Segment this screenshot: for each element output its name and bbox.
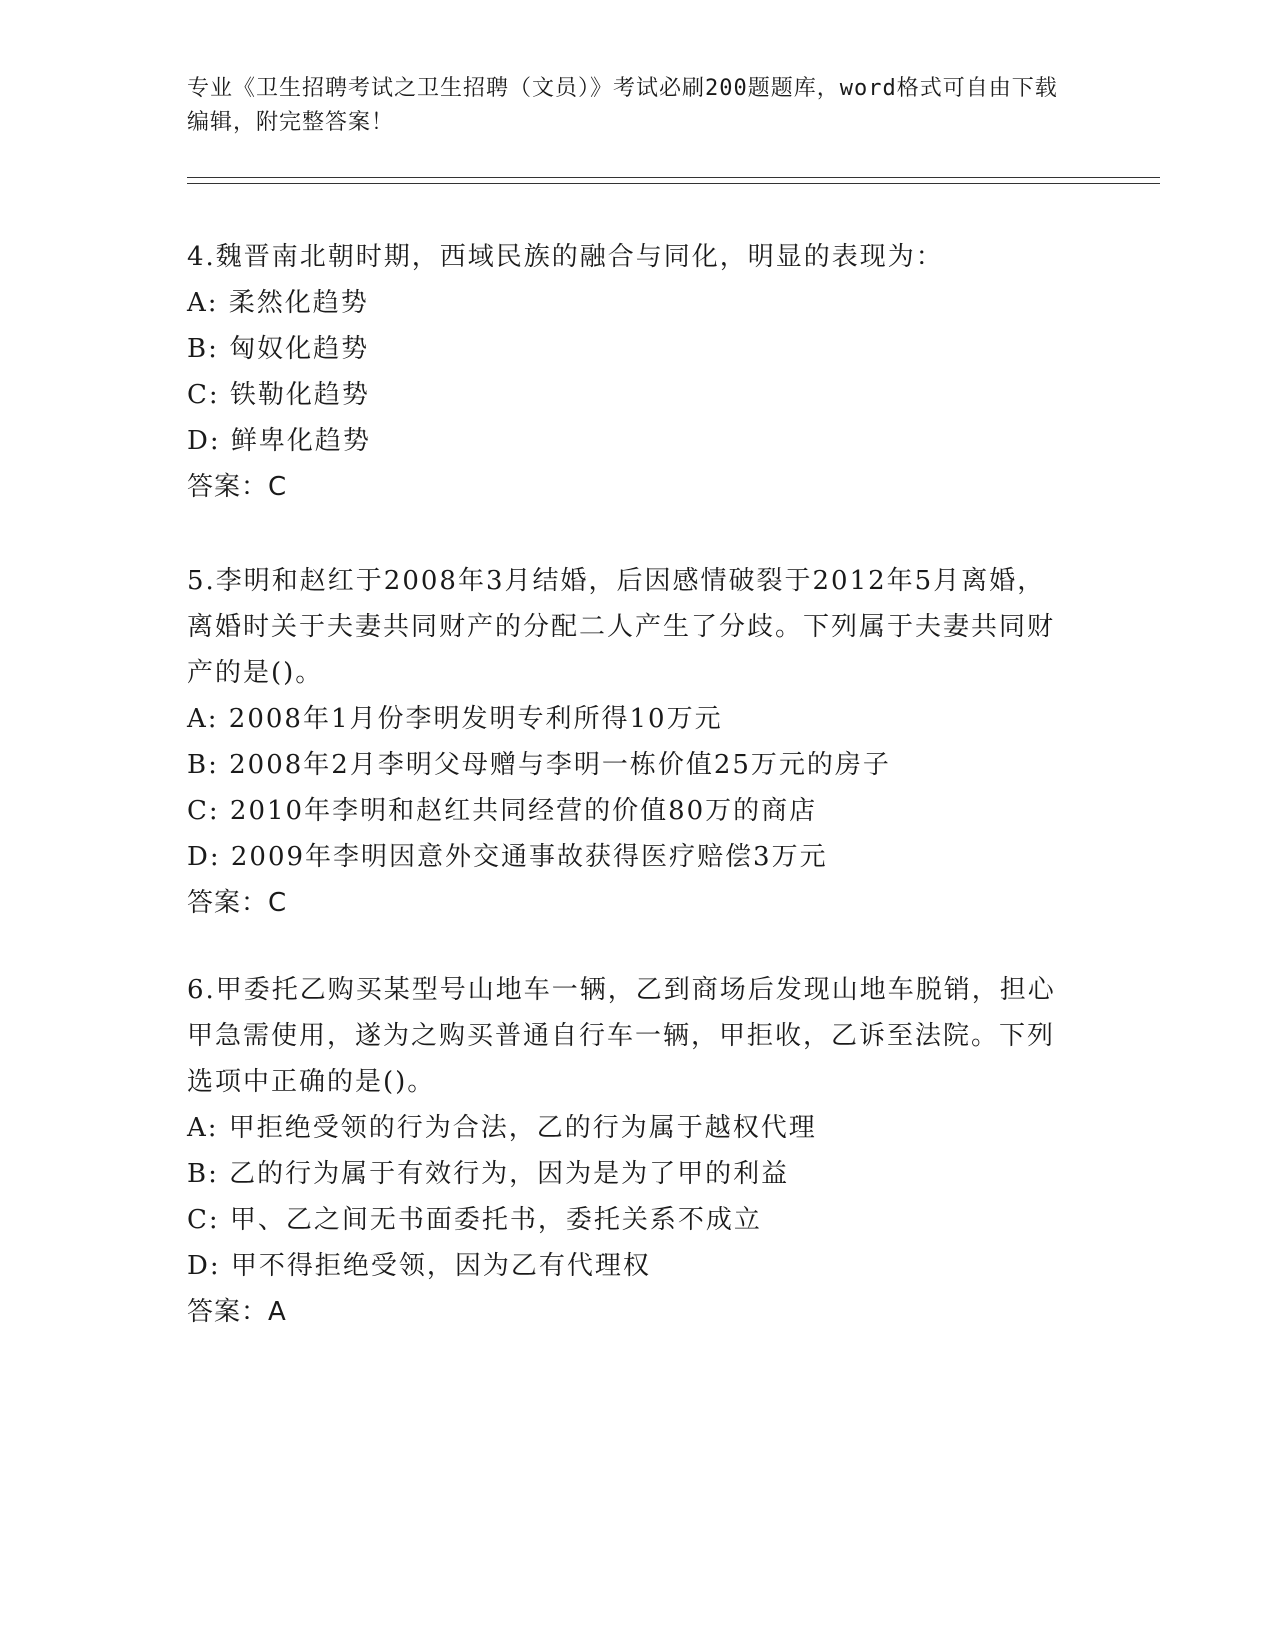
header-text: 专业《卫生招聘考试之卫生招聘（文员）》考试必刷200题题库，word格式可自由下载编辑，附完整答案！ — [187, 76, 1058, 135]
header-divider-bottom — [187, 183, 1160, 184]
question-6 — [187, 967, 1067, 1335]
answer-line: 答案：C — [187, 888, 288, 918]
option-a: A: 柔然化趋势 — [187, 288, 369, 318]
question-stem: 5.李明和赵红于2008年3月结婚，后因感情破裂于2012年5月离婚，离婚时关于夫妻共同财产的分配二人产生了分歧。下列属于夫妻共同财产的是()。 — [187, 566, 1056, 688]
answer-line: 答案：C — [187, 472, 288, 502]
question-stem: 4.魏晋南北朝时期，西域民族的融合与同化，明显的表现为： — [187, 242, 944, 272]
option-a: A: 甲拒绝受领的行为合法，乙的行为属于越权代理 — [187, 1113, 817, 1143]
option-b: B: 匈奴化趋势 — [187, 334, 370, 364]
option-d: D: 2009年李明因意外交通事故获得医疗赔偿3万元 — [187, 842, 828, 872]
option-d: D: 甲不得拒绝受领，因为乙有代理权 — [187, 1251, 651, 1281]
option-c: C: 甲、乙之间无书面委托书，委托关系不成立 — [187, 1205, 762, 1235]
option-c: C: 铁勒化趋势 — [187, 380, 370, 410]
question-5 — [187, 558, 1067, 926]
option-c: C: 2010年李明和赵红共同经营的价值80万的商店 — [187, 796, 818, 826]
question-stem: 6.甲委托乙购买某型号山地车一辆，乙到商场后发现山地车脱销，担心甲急需使用，遂为之购买普通自行车一辆，甲拒收，乙诉至法院。下列选项中正确的是()。 — [187, 975, 1056, 1097]
option-b: B: 乙的行为属于有效行为，因为是为了甲的利益 — [187, 1159, 790, 1189]
header-divider-top — [187, 177, 1160, 178]
option-a: A: 2008年1月份李明发明专利所得10万元 — [187, 704, 723, 734]
document-header — [187, 72, 1067, 140]
answer-line: 答案：A — [187, 1297, 287, 1327]
option-d: D: 鲜卑化趋势 — [187, 426, 371, 456]
option-b: B: 2008年2月李明父母赠与李明一栋价值25万元的房子 — [187, 750, 891, 780]
question-4 — [187, 234, 1067, 510]
